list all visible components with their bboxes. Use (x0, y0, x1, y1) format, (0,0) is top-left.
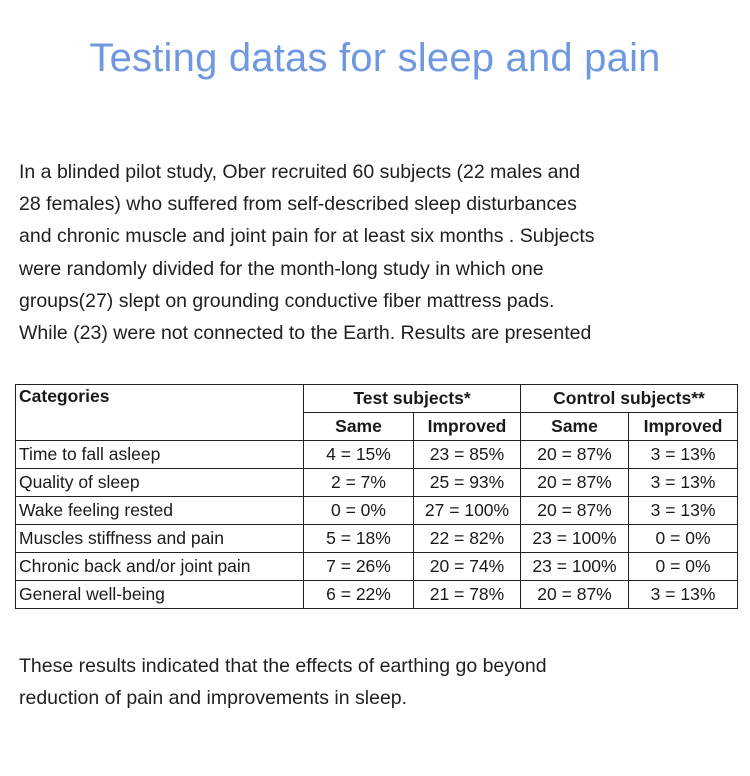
intro-line: were randomly divided for the month-long study in which one (19, 257, 544, 280)
conclusion-line: reduction of pain and improvements in sleep. (19, 687, 408, 710)
categories-header: Categories (16, 385, 304, 441)
intro-line: In a blinded pilot study, Ober recruited 60 subjects (22 males and (19, 161, 581, 183)
control-same-cell: 20 = 87% (521, 469, 629, 497)
test-same-cell: 2 = 7% (304, 469, 414, 497)
intro-line: 28 females) who suffered from self-described sleep disturbances (19, 193, 577, 216)
test-improved-cell: 20 = 74% (414, 553, 521, 581)
row-category: Muscles stiffness and pain (16, 525, 304, 553)
control-improved-cell: 0 = 0% (629, 525, 738, 553)
test-improved-cell: 23 = 85% (414, 441, 521, 469)
control-improved-header: Improved (629, 413, 738, 441)
control-same-cell: 23 = 100% (521, 525, 629, 553)
intro-line: While (23) were not connected to the Earth. Results are presented (19, 322, 592, 345)
test-same-cell: 6 = 22% (304, 581, 414, 609)
row-category: Chronic back and/or joint pain (16, 553, 304, 581)
row-category: General well-being (16, 581, 304, 609)
test-improved-header: Improved (414, 413, 521, 441)
table-row (16, 581, 738, 609)
row-category: Quality of sleep (16, 469, 304, 497)
table-row (16, 441, 738, 469)
control-improved-cell: 3 = 13% (629, 497, 738, 525)
control-same-cell: 20 = 87% (521, 497, 629, 525)
control-improved-cell: 3 = 13% (629, 581, 738, 609)
control-improved-cell: 0 = 0% (629, 553, 738, 581)
control-same-cell: 20 = 87% (521, 441, 629, 469)
control-subjects-header: Control subjects** (521, 385, 738, 413)
table-row (16, 553, 738, 581)
test-same-cell: 7 = 26% (304, 553, 414, 581)
conclusion-paragraph (19, 650, 734, 714)
control-same-cell: 23 = 100% (521, 553, 629, 581)
conclusion-line: These results indicated that the effects of earthing go beyond (19, 655, 547, 677)
results-table (15, 384, 738, 609)
test-same-cell: 4 = 15% (304, 441, 414, 469)
control-same-cell: 20 = 87% (521, 581, 629, 609)
test-improved-cell: 22 = 82% (414, 525, 521, 553)
control-improved-cell: 3 = 13% (629, 469, 738, 497)
table-row (16, 497, 738, 525)
test-improved-cell: 21 = 78% (414, 581, 521, 609)
control-improved-cell: 3 = 13% (629, 441, 738, 469)
intro-paragraph (19, 156, 734, 349)
page-title: Testing datas for sleep and pain (89, 36, 661, 80)
row-category: Wake feeling rested (16, 497, 304, 525)
row-category: Time to fall asleep (16, 441, 304, 469)
test-same-cell: 0 = 0% (304, 497, 414, 525)
table-header-row (16, 385, 738, 413)
test-improved-cell: 25 = 93% (414, 469, 521, 497)
intro-line: groups(27) slept on grounding conductive fiber mattress pads. (19, 289, 555, 312)
test-same-header: Same (304, 413, 414, 441)
table-row (16, 525, 738, 553)
test-improved-cell: 27 = 100% (414, 497, 521, 525)
test-subjects-header: Test subjects* (304, 385, 521, 413)
intro-line: and chronic muscle and joint pain for at least six months . Subjects (19, 225, 595, 248)
test-same-cell: 5 = 18% (304, 525, 414, 553)
control-same-header: Same (521, 413, 629, 441)
table-row (16, 469, 738, 497)
